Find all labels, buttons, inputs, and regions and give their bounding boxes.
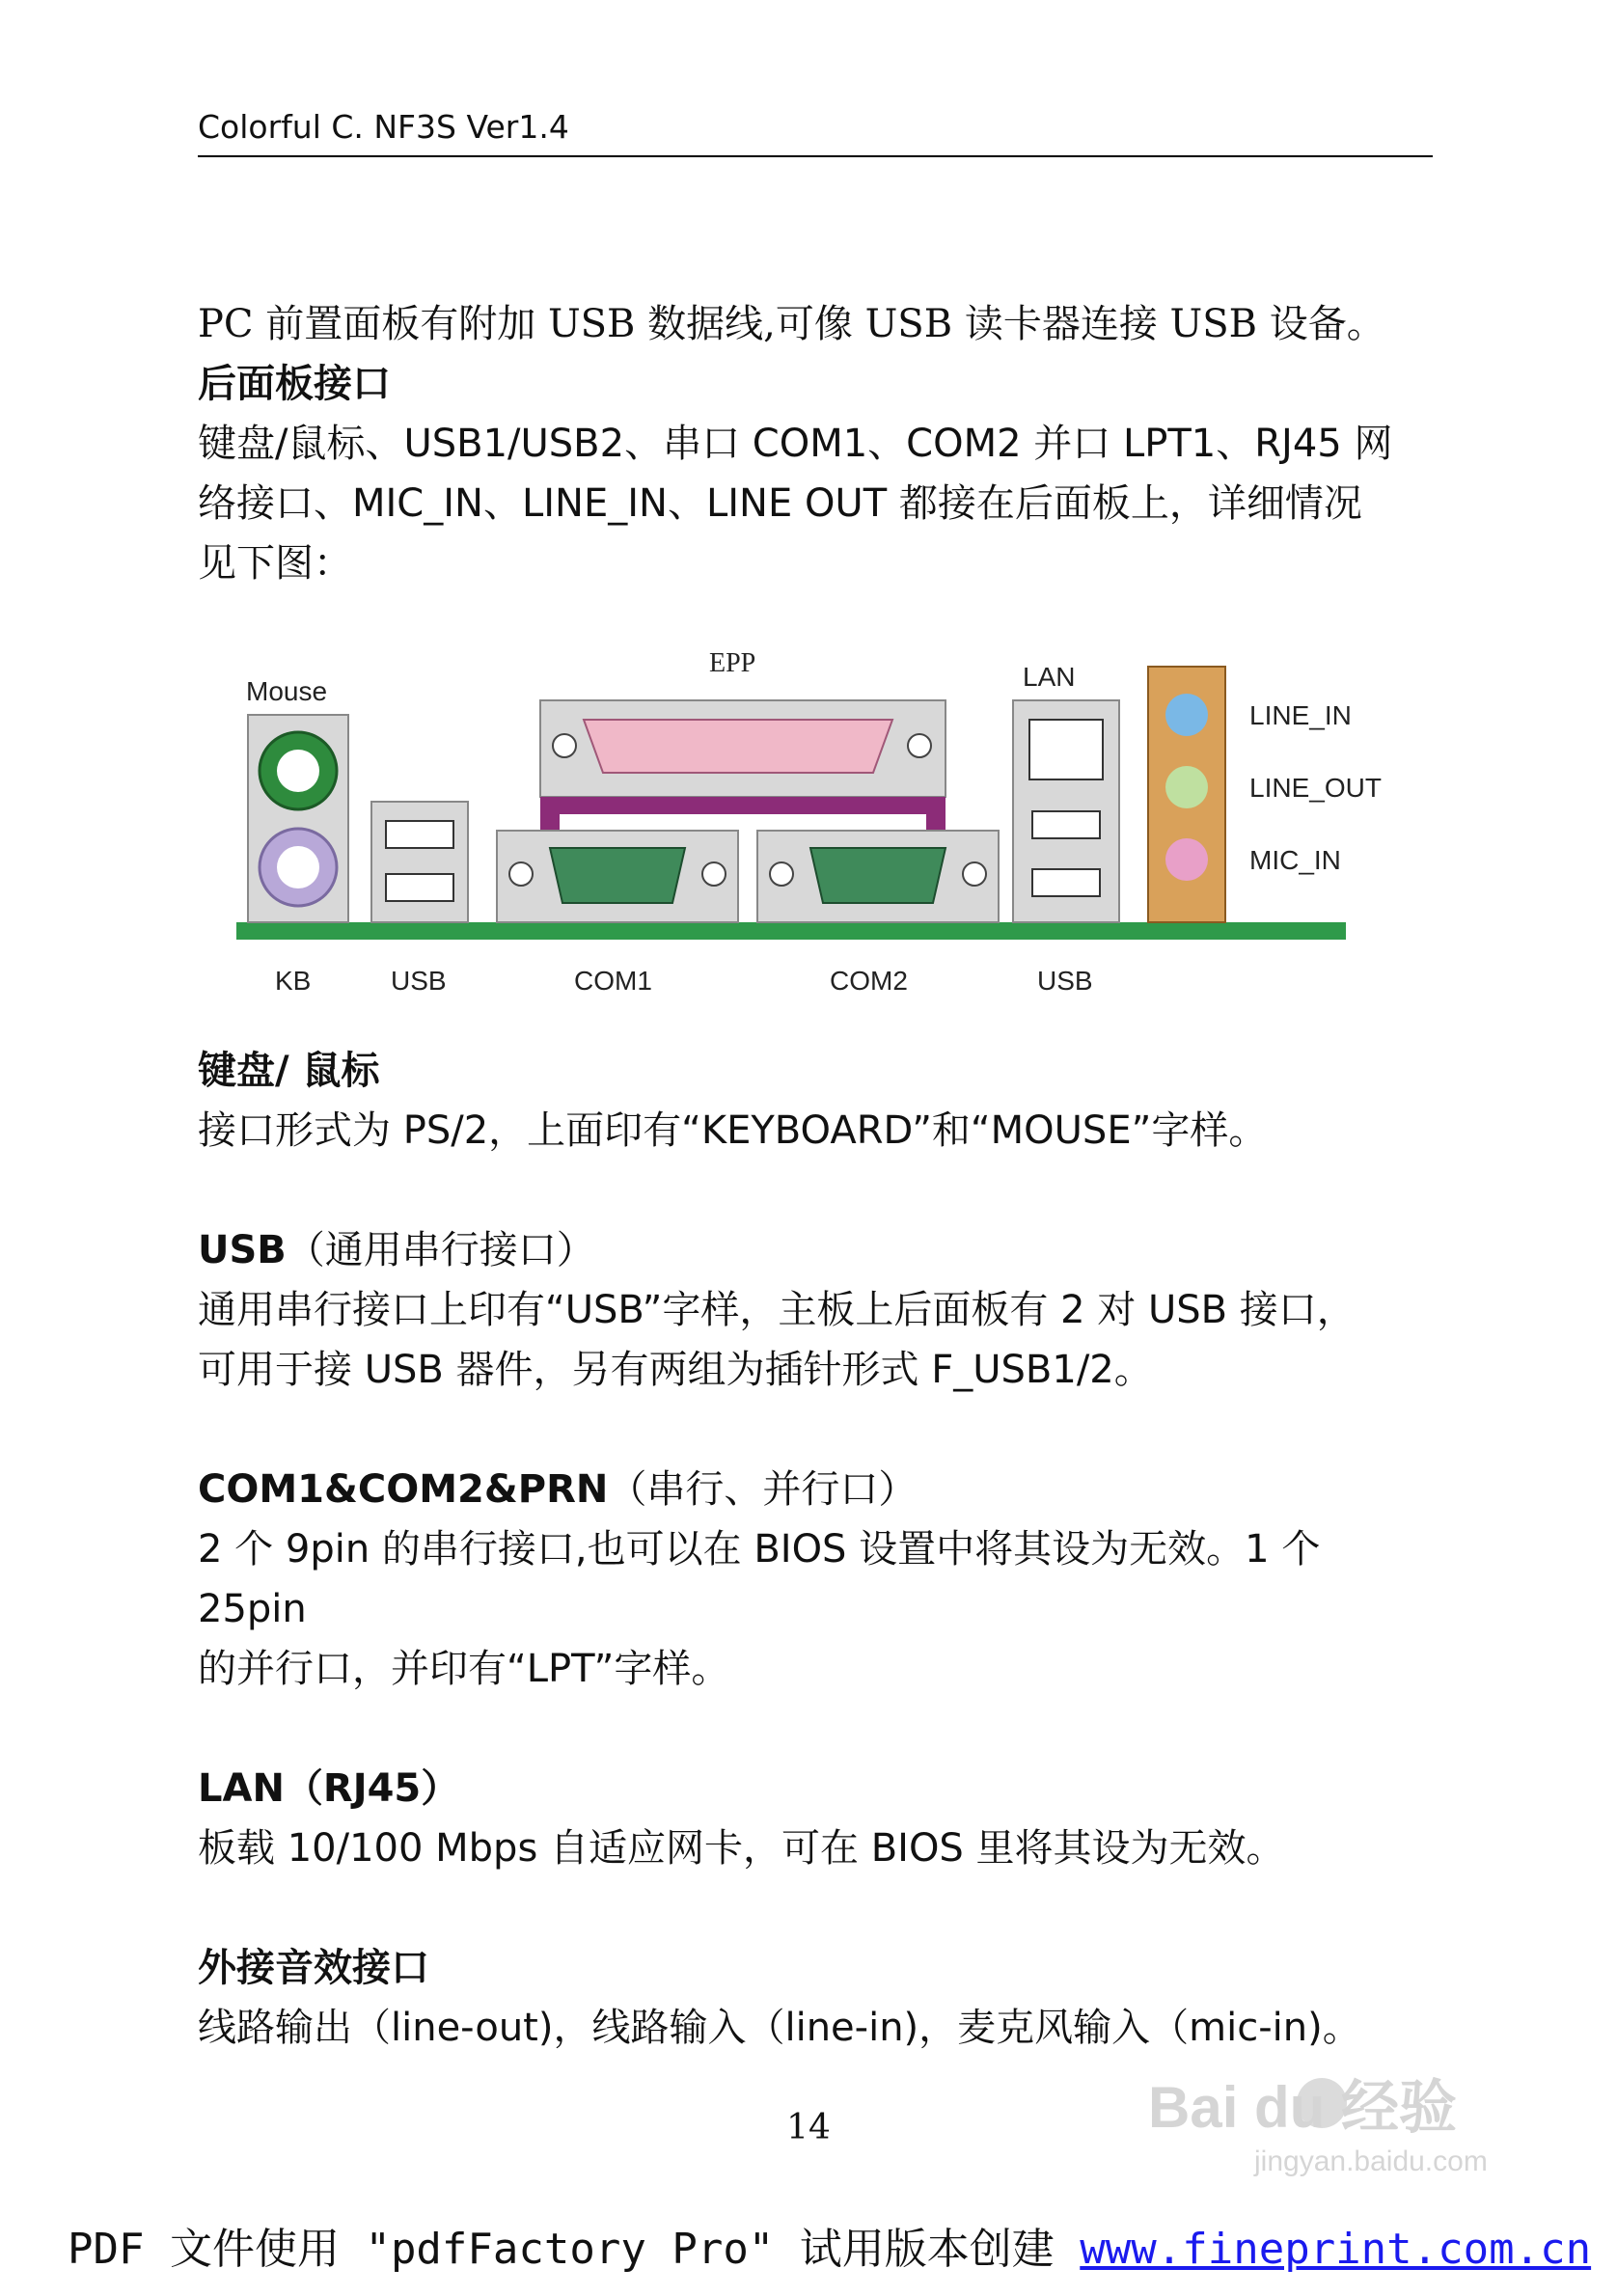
section-title: 外接音效接口 [198, 1946, 429, 1990]
board-strip [236, 922, 1346, 940]
label-mic-in: MIC_IN [1249, 845, 1341, 875]
page-content [198, 294, 1433, 2058]
label-kb: KB [275, 966, 312, 996]
label-mouse: Mouse [246, 676, 328, 706]
page-number: 14 [786, 2108, 831, 2147]
section-line: 通用串行接口上印有“USB”字样，主板上后面板有 2 对 USB 接口， [198, 1288, 1356, 1332]
kb-port-inner [277, 846, 319, 888]
watermark-text: Bai du 经验 [1148, 2075, 1458, 2140]
section-heading [198, 1220, 1433, 1280]
section-title: COM1&COM2&PRN [198, 1467, 609, 1512]
header-title: Colorful C. NF3S Ver1.4 [198, 108, 569, 146]
section-line: 板载 10/100 Mbps 自适应网卡，可在 BIOS 里将其设为无效。 [198, 1826, 1285, 1871]
com1-screw-right [702, 862, 726, 886]
intro-text: PC 前置面板有附加 USB 数据线,可像 USB 读卡器连接 USB 设备。 [198, 302, 1385, 346]
usb-left-port-bottom [386, 874, 453, 901]
page-header [198, 108, 1433, 157]
label-line-in: LINE_IN [1249, 700, 1352, 730]
mic-in-jack [1165, 838, 1208, 881]
com2-port [810, 848, 946, 903]
footer-text: PDF 文件使用 "pdfFactory Pro" 试用版本创建 [68, 2225, 1081, 2274]
rear-panel-diagram [198, 628, 1433, 1014]
usb-left-housing [371, 802, 468, 922]
rear-panel-figure [198, 628, 1433, 1014]
footer-link[interactable]: www.fineprint.com.cn [1080, 2225, 1592, 2274]
parallel-port [584, 720, 892, 773]
com2-screw-left [770, 862, 793, 886]
mouse-port-inner [277, 750, 319, 792]
pdf-footer [68, 2214, 1591, 2276]
rear-panel-text-line: 见下图： [198, 541, 352, 586]
section-line: 线路输出（line-out)，线路输入（line-in)，麦克风输入（mic-in)。 [198, 2006, 1361, 2050]
lan-port [1029, 720, 1103, 779]
rear-panel-text-line: 键盘/鼠标、USB1/USB2、串口 COM1、COM2 并口 LPT1、RJ45 网 [198, 422, 1393, 466]
line-in-jack [1165, 694, 1208, 736]
label-com2: COM2 [830, 966, 908, 996]
section-title: LAN（RJ45） [198, 1766, 460, 1811]
section-heading [198, 1460, 1433, 1519]
label-line-out: LINE_OUT [1249, 773, 1382, 803]
section-title: 键盘/ 鼠标 [198, 1049, 380, 1093]
watermark-sub: jingyan.baidu.com [1254, 2146, 1488, 2177]
label-usb-left: USB [391, 966, 447, 996]
baidu-watermark [1129, 2045, 1534, 2200]
label-epp: EPP [709, 648, 756, 678]
usb-left-port-top [386, 821, 453, 848]
line-out-jack [1165, 766, 1208, 808]
com1-port [550, 848, 685, 903]
section-line: 接口形式为 PS/2，上面印有“KEYBOARD”和“MOUSE”字样。 [198, 1108, 1268, 1153]
usb-right-port-top [1032, 811, 1100, 838]
label-usb-right: USB [1037, 966, 1093, 996]
parallel-screw-left [553, 734, 576, 757]
com2-screw-right [963, 862, 986, 886]
section-paren: （通用串行接口） [286, 1228, 595, 1272]
parallel-screw-right [908, 734, 931, 757]
usb-right-port-bottom [1032, 869, 1100, 896]
section-paren: （串行、并行口） [608, 1467, 918, 1512]
label-com1: COM1 [574, 966, 652, 996]
section-line: 可用于接 USB 器件，另有两组为插针形式 F_USB1/2。 [198, 1348, 1153, 1392]
label-lan: LAN [1023, 662, 1076, 692]
section-title: USB [198, 1228, 287, 1272]
bracket-top [540, 797, 946, 814]
section-line: 2 个 9pin 的串行接口,也可以在 BIOS 设置中将其设为无效。1 个 25pin [198, 1527, 1321, 1631]
rear-panel-heading: 后面板接口 [198, 362, 391, 406]
rear-panel-text-line: 络接口、MIC_IN、LINE_IN、LINE OUT 都接在后面板上，详细情况 [198, 481, 1362, 526]
com1-screw-left [509, 862, 533, 886]
section-line: 的并行口，并印有“LPT”字样。 [198, 1647, 730, 1691]
